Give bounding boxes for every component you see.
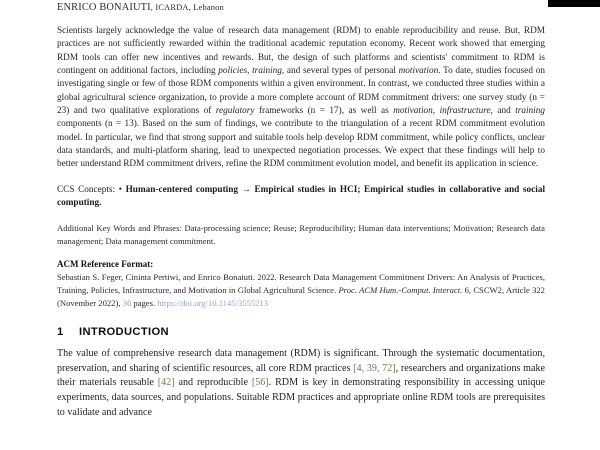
acm-reference-pages-word: pages.	[131, 297, 158, 308]
author-name: ENRICO BONAIUTI	[57, 2, 151, 13]
doi-link-suffix[interactable]: 10.1145/3555213	[207, 297, 269, 308]
ccs-term-primary: Human-centered computing	[125, 184, 238, 195]
page-content-column	[57, 0, 545, 420]
section-title: INTRODUCTION	[79, 326, 169, 339]
introduction-paragraph: The value of comprehensive research data management (RDM) is significant. Through the systematic documentation, preservation, and sharing of scientific resources, all core RDM practices [4, 39, 72], researchers and organizations make their materials reusable [42] and reproducible [56]. RDM is key in demonstrating responsibility in accessing unique experiments, data sources, and populations. Suitable RDM practices and appropriate online RDM tools are prerequisites to validate and advance	[57, 348, 545, 418]
section-heading-introduction	[57, 326, 545, 338]
author-affiliation: , ICARDA, Lebanon	[150, 3, 224, 12]
abstract	[57, 25, 545, 172]
ccs-term-secondary: Empirical studies in HCI; Empirical studies in collaborative and social computing	[57, 184, 546, 209]
acm-reference-volume: 6, CSCW2, Article 322 (November 2022),	[57, 284, 545, 308]
acm-reference-venue: Proc. ACM Hum.-Comput. Interact.	[338, 284, 463, 295]
ccs-label: CCS Concepts:	[57, 184, 116, 195]
abstract-paragraph: Scientists largely acknowledge the value of research data management (RDM) to enable reproducibility and reuse. But, RDM practices are not sufficiently rewarded within the traditional academic reputation economy. Recent work showed that emerging RDM tools can offer new incentives and rewards. But, the design of such platforms and scientists' commitment to RDM is contingent on additional factors, including policies, training, and several types of personal motivation. To date, studies focused on investigating single or few of those RDM components within a given environment. In contrast, we conducted three studies within a global agricultural science organization, to provide a more complete account of RDM commitment drivers: one survey study (n = 23) and two qualitative explorations of regulatory frameworks (n = 17), as well as motivation, infrastructure, and training components (n = 13). Based on the sum of findings, we contribute to the triangulation of a recent RDM commitment evolution model. In particular, we find that strong support and suitable tools help develop RDM commitment, while policy conflicts, unclear data standards, and multi-platform sharing, lead to unexpected negotiation processes. We expect that these findings will help to better understand RDM commitment drivers, refine the RDM commitment evolution model, and benefit its application in science.	[57, 26, 545, 170]
ccs-arrow-icon: →	[241, 184, 251, 195]
ccs-bullet: •	[118, 184, 122, 195]
author-line	[57, 1, 545, 14]
acm-reference-format	[57, 258, 545, 309]
acm-reference-page-count: 36	[122, 297, 132, 308]
additional-keywords	[57, 222, 545, 248]
ccs-concepts	[57, 184, 545, 211]
acm-reference-authors: Sebastian S. Feger, Cininta Pertiwi, and Enrico Bonaiuti. 2022. Research Data Management Commitment Drivers: An Analysis of Practices, Training, Policies, Infrastructure, and Motivation in Global Agricultural Science.	[57, 272, 545, 295]
section-number: 1	[57, 326, 64, 339]
acm-reference-title: ACM Reference Format:	[57, 259, 154, 270]
page-edge-black-bar	[548, 0, 600, 7]
doi-link[interactable]: https://doi.org/	[157, 297, 208, 308]
keywords-text: Data-processing science; Reuse; Reproducibility; Human data interventions; Motivation; Research data management; Data management commitment.	[57, 222, 545, 247]
ccs-terminator: .	[99, 198, 102, 209]
keywords-label: Additional Key Words and Phrases:	[57, 222, 182, 233]
